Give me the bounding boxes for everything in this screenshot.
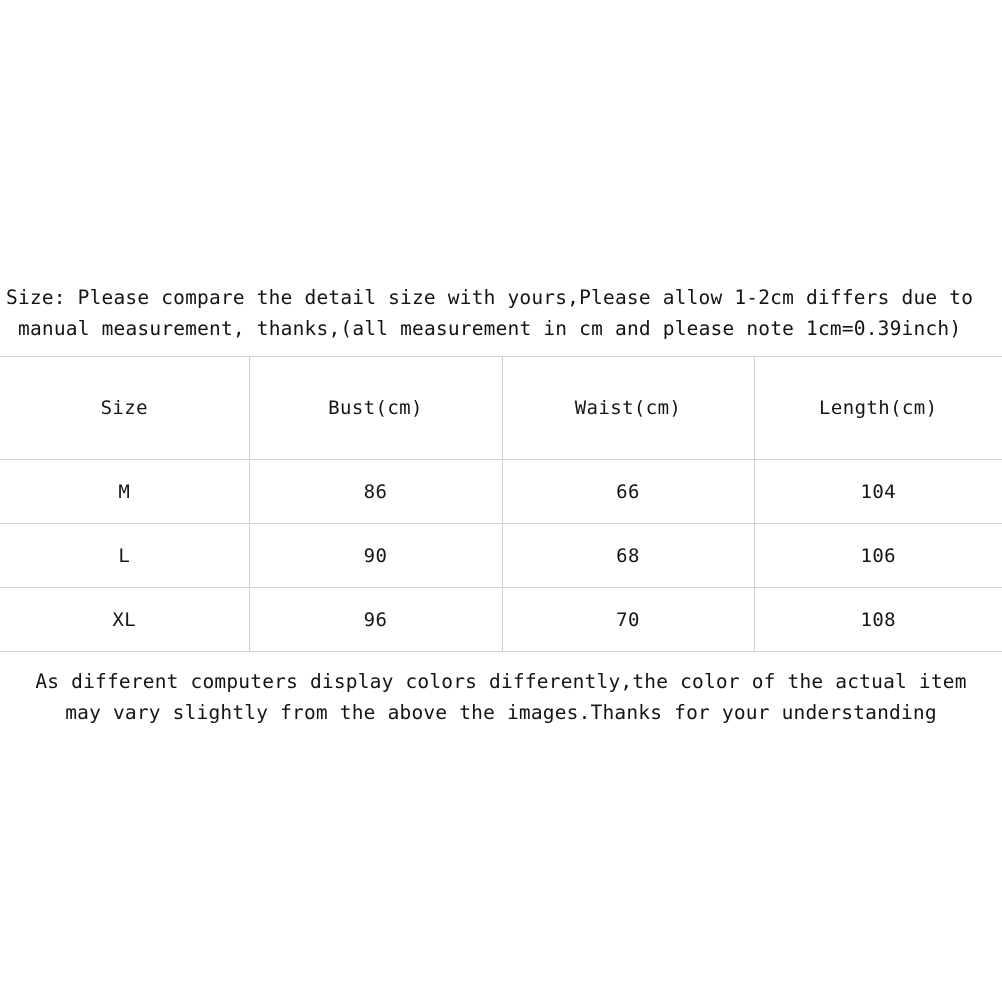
color-disclaimer-line-1: As different computers display colors differently,the color of the actual item xyxy=(35,670,967,693)
table-row xyxy=(0,524,1002,588)
column-header-waist: Waist(cm) xyxy=(502,357,754,460)
cell-length: 106 xyxy=(754,524,1002,588)
color-disclaimer-line-2: may vary slightly from the above the images.Thanks for your understanding xyxy=(65,701,937,724)
cell-length: 104 xyxy=(754,460,1002,524)
cell-bust: 86 xyxy=(249,460,502,524)
cell-waist: 70 xyxy=(502,588,754,652)
measurement-note-line-2: manual measurement, thanks,(all measurement in cm and please note 1cm=0.39inch) xyxy=(18,317,962,340)
column-header-length: Length(cm) xyxy=(754,357,1002,460)
measurement-note-line-1: Size: Please compare the detail size with yours,Please allow 1-2cm differs due to xyxy=(6,286,974,309)
column-header-size: Size xyxy=(0,357,249,460)
cell-bust: 96 xyxy=(249,588,502,652)
cell-size: M xyxy=(0,460,249,524)
cell-size: L xyxy=(0,524,249,588)
cell-length: 108 xyxy=(754,588,1002,652)
table-header-row xyxy=(0,357,1002,460)
size-table xyxy=(0,356,1002,652)
cell-waist: 68 xyxy=(502,524,754,588)
size-chart-content xyxy=(0,282,1002,728)
column-header-bust: Bust(cm) xyxy=(249,357,502,460)
table-row xyxy=(0,460,1002,524)
table-row xyxy=(0,588,1002,652)
cell-waist: 66 xyxy=(502,460,754,524)
cell-bust: 90 xyxy=(249,524,502,588)
measurement-note xyxy=(0,282,1002,344)
color-disclaimer-note xyxy=(0,666,1002,728)
cell-size: XL xyxy=(0,588,249,652)
